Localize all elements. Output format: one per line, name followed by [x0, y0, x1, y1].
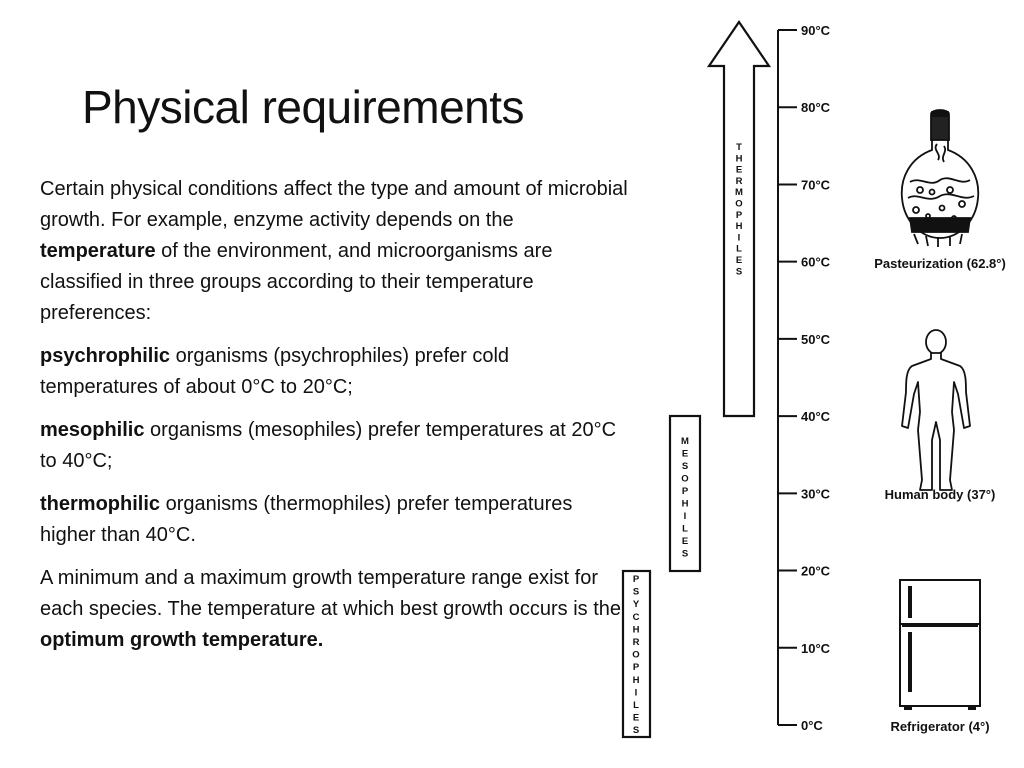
mesophiles-label-letter: I [683, 511, 687, 522]
body-text [40, 174, 628, 668]
thermophiles-label-letter: P [735, 209, 743, 221]
psychrophiles-label-letter: L [633, 700, 639, 711]
thermophilic-text: organisms (thermophiles) prefer temperatures higher than 40°C. [40, 493, 573, 546]
tick-label-0: 0°C [801, 718, 823, 733]
thermophiles-label-letter: T [736, 142, 742, 153]
mesophiles-label-letter: S [681, 548, 689, 560]
caption-flask: Pasteurization (62.8°) [874, 256, 1006, 271]
mesophiles-label-letter: L [682, 523, 688, 535]
thermophiles-label-letter: E [735, 255, 743, 266]
mesophilic-text: organisms (mesophiles) prefer temperatures at 20°C to 40°C; [40, 419, 617, 472]
mesophiles-label-letter: E [681, 536, 689, 547]
tick-label-10: 10°C [801, 640, 831, 656]
paragraph-psychrophilic [40, 341, 628, 403]
tick-label-80: 80°C [801, 100, 831, 116]
caption-human-body: Human body (37°) [884, 487, 996, 502]
human-body-icon [902, 330, 970, 490]
thermophiles-label-letter: L [736, 243, 742, 255]
thermophiles-label-letter: I [737, 232, 741, 244]
tick-label-60: 60°C [801, 254, 831, 270]
refrigerator-icon [900, 580, 980, 710]
tick-label-40: 40°C [801, 409, 831, 425]
thermophiles-label-letter: R [735, 175, 743, 187]
thermophiles-label-letter: H [735, 221, 743, 233]
psychrophiles-label-letter: P [632, 574, 640, 585]
psychrophiles-label-letter: C [632, 611, 640, 623]
paragraph-optimum [40, 563, 628, 656]
mesophilic-term: mesophilic [40, 419, 145, 441]
tick-label-70: 70°C [801, 177, 831, 193]
thermophiles-label-letter: M [735, 187, 743, 199]
thermophiles-label-letter: O [735, 198, 743, 210]
psychrophiles-label-letter: S [632, 725, 640, 737]
tick-label-50: 50°C [801, 331, 831, 347]
caption-refrigerator: Refrigerator (4°) [890, 719, 990, 734]
psychrophiles-label-letter: O [632, 649, 640, 661]
paragraph-intro [40, 174, 628, 329]
psychrophiles-label-letter: H [632, 674, 640, 686]
tick-label-90: 90°C [801, 23, 831, 38]
psychrophiles-label-letter: R [632, 637, 640, 648]
psychrophiles-label-letter: S [632, 586, 640, 598]
paragraph-thermophilic [40, 489, 628, 551]
scale-ticks [778, 23, 831, 733]
mesophiles-label-letter: O [681, 473, 689, 485]
tick-label-20: 20°C [801, 563, 831, 579]
psychrophiles-label-letter: H [632, 624, 640, 636]
mesophiles-label-letter: H [681, 498, 689, 510]
thermophiles-label-letter: E [735, 164, 743, 176]
psychrophilic-term: psychrophilic [40, 345, 171, 367]
flask-icon [902, 110, 979, 247]
intro-bold-temperature: temperature [40, 240, 156, 262]
optimum-bold: optimum growth temperature. [40, 629, 324, 651]
mesophiles-label-letter: E [681, 448, 689, 460]
thermophilic-term: thermophilic [40, 493, 161, 515]
optimum-text-1: A minimum and a maximum growth temperature range exist for each species. The temperature at which best growth occurs is the [40, 567, 622, 620]
intro-text-2: of the environment, and microorganisms are classified in three groups according to their temperature preferences: [40, 240, 553, 324]
thermophiles-label-letter: S [735, 266, 743, 278]
mesophiles-label-letter: P [681, 486, 689, 497]
mesophiles-label-letter: M [681, 436, 689, 447]
psychrophiles-label-letter: P [632, 662, 640, 674]
psychrophiles-label-letter: Y [632, 599, 640, 611]
psychrophiles-label-letter: I [634, 687, 638, 699]
psychrophiles-label-letter: E [632, 712, 640, 724]
tick-label-30: 30°C [801, 486, 831, 502]
temperature-diagram [600, 0, 1024, 768]
psychrophilic-text: organisms (psychrophiles) prefer cold temperatures of about 0°C to 20°C; [40, 345, 510, 398]
intro-text-1: Certain physical conditions affect the type and amount of microbial growth. For example, enzyme activity depends on the [40, 178, 628, 231]
thermophiles-label-letter: H [735, 153, 743, 165]
mesophiles-label-letter: S [681, 461, 689, 472]
slide-title: Physical requirements [82, 81, 525, 133]
paragraph-mesophilic [40, 415, 628, 477]
